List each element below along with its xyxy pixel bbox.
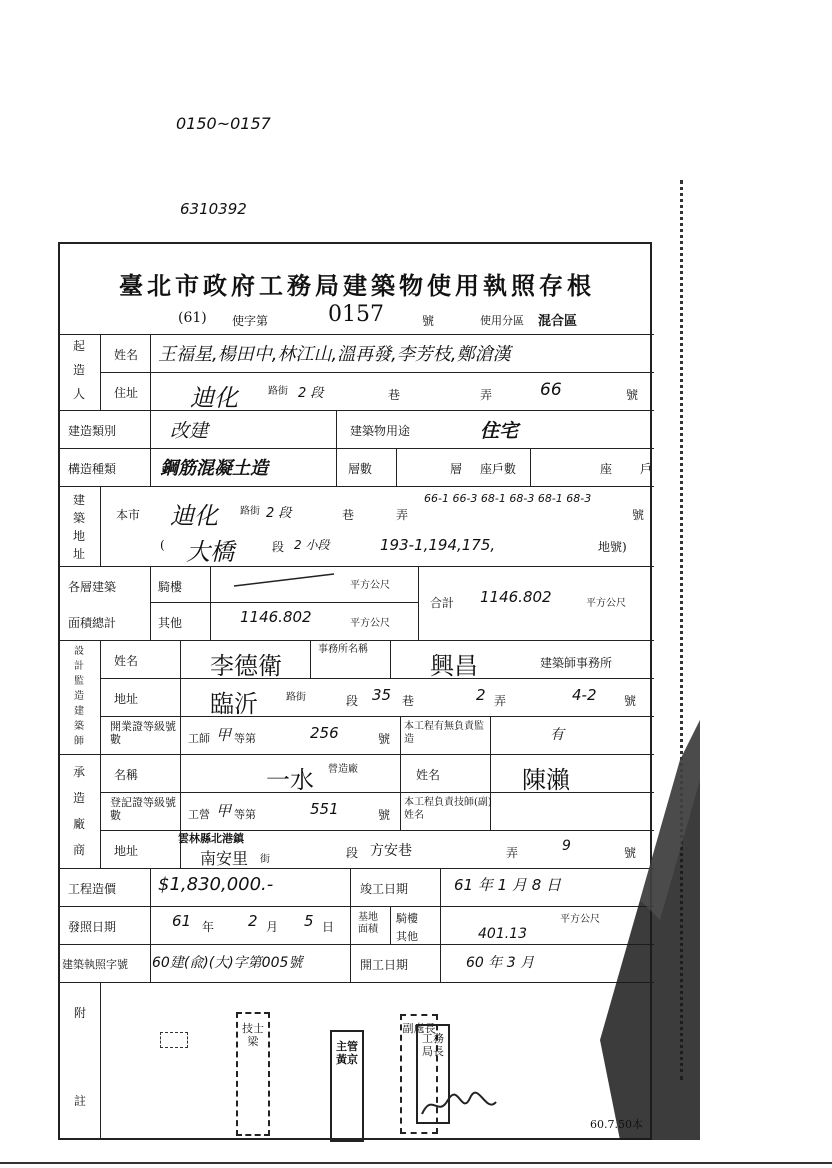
- designer-alley: 弄: [494, 694, 507, 708]
- issue-year: 61: [172, 912, 192, 930]
- starter-road-suffix: 路街: [268, 386, 288, 397]
- base-area-value: 401.13: [478, 926, 527, 942]
- land-suffix: 地號): [598, 540, 627, 554]
- other-area-unit: 平方公尺: [350, 618, 390, 629]
- issue-day-unit: 日: [322, 920, 335, 934]
- starter-address-value: 迪化: [190, 384, 238, 412]
- designer-label-7: 師: [74, 736, 84, 747]
- contractor-address-value: 南安里: [200, 849, 249, 868]
- contractor-license-suffix: 號: [378, 808, 391, 822]
- designer-alley-no: 2: [476, 686, 486, 704]
- designer-license-label: 開業證等級號數: [110, 720, 176, 746]
- base-other-label: 其他: [396, 930, 418, 943]
- designer-address-label: 地址: [114, 692, 139, 706]
- site-label-2: 築: [72, 511, 85, 525]
- supervise-label: 本工程有無負責監造: [404, 721, 484, 745]
- designer-no: 4-2: [572, 686, 597, 704]
- starter-no: 66: [540, 380, 562, 400]
- designer-license-prefix: 工師: [188, 732, 210, 745]
- starter-lane: 巷: [388, 388, 401, 402]
- designer-label-1: 設: [74, 646, 84, 657]
- site-road-suffix: 路街: [240, 506, 260, 517]
- contractor-address-label: 地址: [114, 844, 139, 858]
- office-label: 事務所名稱: [318, 644, 368, 655]
- designer-license-mid: 等第: [234, 732, 256, 745]
- done-date-value: 61 年 1 月 8 日: [454, 876, 562, 894]
- footer-print-note: 60.7.50本: [590, 1118, 643, 1131]
- contractor-label-3: 廠: [72, 817, 85, 831]
- site-no-suffix: 號: [632, 508, 645, 522]
- permit-label: 建築執照字號: [62, 958, 128, 971]
- record-number: 6310392: [180, 200, 247, 218]
- office-value: 興昌: [430, 652, 478, 680]
- land-name: 大橋: [186, 538, 234, 566]
- office-suffix: 建築師事務所: [540, 656, 613, 670]
- issue-year-unit: 年: [202, 920, 215, 934]
- tech-stamp: 技士 梁: [236, 1012, 270, 1136]
- designer-label-6: 築: [74, 721, 84, 732]
- area-label-1: 各層建築: [68, 580, 117, 594]
- starter-label-1: 起: [72, 339, 85, 353]
- starter-alley: 弄: [480, 388, 493, 402]
- area-label-2: 面積總計: [68, 616, 117, 630]
- issue-month: 2: [248, 912, 258, 930]
- starter-name-label: 姓名: [114, 348, 139, 362]
- deputy-stamp: 副處長: [400, 1014, 438, 1134]
- total-area-label: 合計: [430, 596, 455, 610]
- contractor-address-section: 段: [346, 846, 359, 860]
- license-suffix: 號: [422, 314, 435, 328]
- contractor-license-grade: 甲: [216, 802, 232, 820]
- contractor-address-stamp: 雲林縣北港鎮: [178, 832, 244, 845]
- license-year: (61): [178, 310, 207, 326]
- contractor-license-label: 登記證等級號數: [110, 796, 176, 822]
- remarks-label-top: 附: [74, 1006, 87, 1020]
- total-area-unit: 平方公尺: [586, 598, 626, 609]
- start-date-value: 60 年 3 月: [466, 955, 535, 971]
- arcade-strike-line: [230, 570, 340, 590]
- starter-section: 2 段: [298, 386, 324, 401]
- cost-label: 工程造價: [68, 882, 117, 896]
- building-use-label: 建築物用途: [350, 424, 411, 438]
- contractor-person-value: 陳瀨: [522, 766, 570, 794]
- zone-value: 混合區: [538, 314, 578, 329]
- base-arcade-label: 騎樓: [396, 912, 418, 925]
- license-number: 0157: [328, 302, 384, 327]
- contractor-label-4: 商: [72, 843, 85, 857]
- remarks-label-bottom: 註: [74, 1094, 87, 1108]
- supervise-value: 有: [550, 727, 564, 743]
- build-type-value: 改建: [170, 420, 209, 442]
- done-date-label: 竣工日期: [360, 882, 409, 896]
- designer-license-suffix: 號: [378, 732, 391, 746]
- site-alley: 弄: [396, 508, 409, 522]
- permit-value: 60建(兪)(大)字第005號: [152, 955, 303, 971]
- structure-label: 構造種類: [68, 462, 117, 476]
- designer-license-no: 256: [310, 724, 339, 742]
- land-subsection: 2 小段: [294, 538, 330, 552]
- arcade-unit: 平方公尺: [350, 580, 390, 591]
- contractor-name-value: 一水: [266, 766, 314, 794]
- arcade-label: 騎樓: [158, 580, 183, 594]
- contractor-name-label: 名稱: [114, 768, 139, 782]
- director-stamp: 工務局長: [416, 1024, 450, 1124]
- units-label: 座戶數: [480, 462, 517, 476]
- tech-label: 本工程負責技師(副)姓名: [404, 797, 492, 821]
- issue-day: 5: [304, 912, 314, 930]
- contractor-address-no: 9: [562, 838, 571, 854]
- form-title: 臺北市政府工務局建築物使用執照存根: [119, 271, 595, 300]
- site-road: 迪化: [170, 502, 218, 530]
- starter-label-3: 人: [72, 387, 85, 401]
- start-date-label: 開工日期: [360, 958, 409, 972]
- designer-label-2: 計: [74, 661, 84, 672]
- designer-name-label: 姓名: [114, 654, 139, 668]
- total-area-value: 1146.802: [480, 588, 552, 606]
- units-seat: 座: [600, 462, 613, 476]
- contractor-address-no-suffix: 號: [624, 846, 637, 860]
- contractor-license-no: 551: [310, 800, 339, 818]
- build-type-label: 建造類別: [68, 424, 117, 438]
- site-label-1: 建: [72, 493, 85, 507]
- issue-month-unit: 月: [266, 920, 279, 934]
- designer-license-grade: 甲: [216, 726, 232, 744]
- units-house: 戶: [640, 462, 653, 476]
- zone-label: 使用分區: [480, 314, 524, 327]
- building-use-value: 住宅: [480, 420, 519, 442]
- site-section: 2 段: [266, 506, 292, 521]
- land-section: 段: [272, 540, 285, 554]
- starter-name-value: 王福星,楊田中,林江山,溫再發,李芳枝,鄭滄漢: [158, 344, 511, 365]
- starter-address-label: 住址: [114, 386, 139, 400]
- designer-label-4: 造: [74, 691, 84, 702]
- designer-lane: 巷: [402, 694, 415, 708]
- base-area-label: 基地面積: [358, 912, 378, 935]
- top-note-number: 0150~0157: [176, 114, 271, 133]
- site-numbers: 66-1 66-3 68-1 68-3 68-1 68-3: [424, 492, 592, 505]
- remarks-blank-stamp: [160, 1032, 188, 1048]
- contractor-license-prefix: 工營: [188, 808, 210, 821]
- issue-date-label: 發照日期: [68, 920, 117, 934]
- cost-value: $1,830,000.-: [158, 874, 274, 895]
- designer-no-suffix: 號: [624, 694, 637, 708]
- site-city: 本市: [116, 508, 141, 522]
- base-arcade-unit: 平方公尺: [560, 914, 600, 925]
- license-prefix: 使字第: [232, 314, 269, 328]
- contractor-label-1: 承: [72, 765, 85, 779]
- contractor-person-label: 姓名: [416, 768, 441, 782]
- designer-name-value: 李德衛: [210, 652, 282, 680]
- floors-unit: 層: [450, 462, 463, 476]
- contractor-license-mid: 等第: [234, 808, 256, 821]
- bottom-edge-line: [0, 1162, 832, 1164]
- land-prefix: (: [160, 538, 165, 552]
- site-label-3: 地: [72, 529, 85, 543]
- contractor-name-suffix: 營造廠: [328, 764, 358, 775]
- site-lane: 巷: [342, 508, 355, 522]
- starter-no-suffix: 號: [626, 388, 639, 402]
- designer-section: 段: [346, 694, 359, 708]
- designer-label-3: 監: [74, 676, 84, 687]
- starter-label-2: 造: [72, 363, 85, 377]
- other-area-value: 1146.802: [240, 608, 312, 626]
- contractor-address-lane: 方安巷: [370, 843, 412, 859]
- floors-label: 層數: [348, 462, 373, 476]
- land-numbers: 193-1,194,175,: [380, 536, 496, 554]
- structure-value: 鋼筋混凝土造: [160, 458, 268, 479]
- site-label-4: 址: [72, 547, 85, 561]
- contractor-label-2: 造: [72, 791, 85, 805]
- contractor-address-alley: 弄: [506, 846, 519, 860]
- folded-page-shadow: [600, 720, 700, 1140]
- other-area-label: 其他: [158, 616, 183, 630]
- contractor-address-suffix: 街: [260, 854, 270, 865]
- chief-stamp: 主管 黃京: [330, 1030, 364, 1142]
- designer-lane-no: 35: [372, 686, 392, 704]
- signature-scribble: [420, 1088, 500, 1122]
- license-form: [58, 242, 652, 1140]
- designer-label-5: 建: [74, 706, 84, 717]
- designer-road-suffix: 路街: [286, 692, 306, 703]
- designer-address-value: 臨沂: [210, 690, 258, 718]
